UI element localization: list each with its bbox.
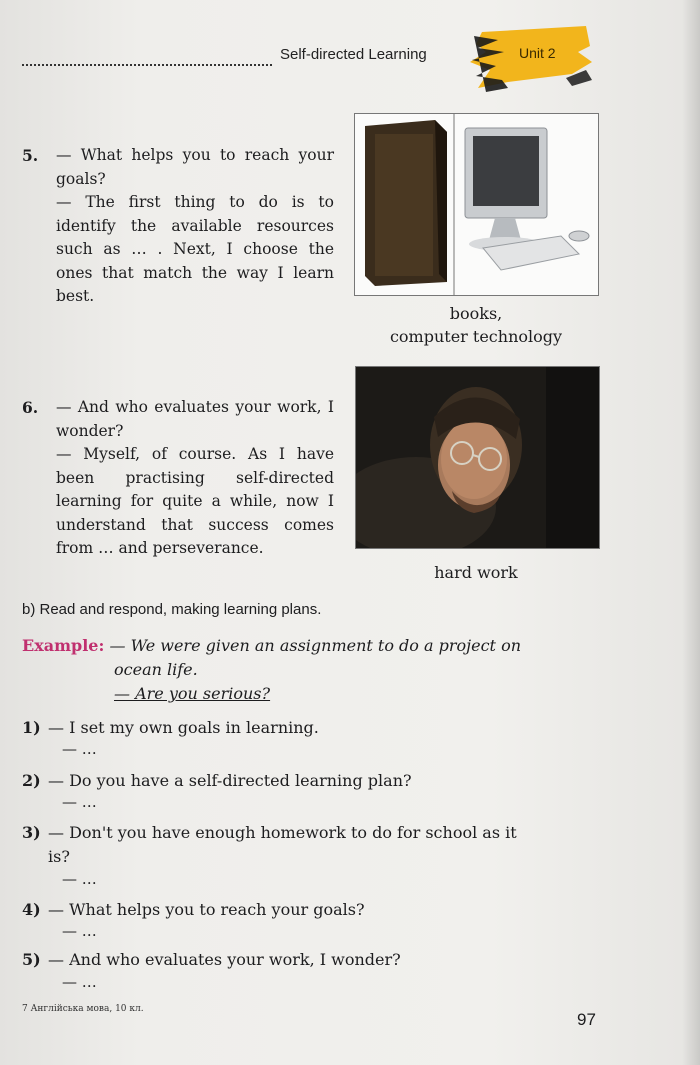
page-number: 97 — [577, 1010, 596, 1029]
item-prompt: — I set my own goals in learning. — [48, 718, 319, 737]
item-reply: — … — [62, 922, 97, 940]
studying-man-illustration — [356, 367, 599, 548]
item-reply: — … — [62, 870, 97, 888]
item-prompt-continued: is? — [48, 847, 70, 866]
books-computer-illustration — [355, 114, 598, 295]
exercise-item-5 — [22, 948, 401, 972]
dialogue-answer: — The first thing to do is to identify the available resources such as … . Next, I choose the ones that match the way I learn best. — [56, 193, 334, 305]
example-block — [22, 634, 521, 706]
dialogue-6 — [22, 396, 334, 561]
photo-hard-work — [355, 366, 600, 549]
item-prompt: — Don't you have enough homework to do for school as it — [48, 823, 517, 842]
caption-hard-work — [396, 561, 556, 584]
unit-label: Unit 2 — [519, 45, 556, 61]
item-number: 3) — [22, 823, 41, 842]
item-prompt: — And who evaluates your work, I wonder? — [48, 950, 401, 969]
item-reply: — … — [62, 973, 97, 991]
footnote: 7 Англійська мова, 10 кл. — [22, 1004, 144, 1014]
caption-line: computer technology — [389, 327, 563, 346]
section-title: Self-directed Learning — [280, 46, 427, 63]
item-reply: — … — [62, 793, 97, 811]
example-line: — We were given an assignment to do a project on — [109, 636, 522, 655]
example-label: Example: — [22, 636, 105, 655]
caption-line: hard work — [434, 563, 518, 582]
exercise-item-2 — [22, 769, 412, 793]
caption-books-computer — [376, 302, 576, 348]
photo-books-computer — [354, 113, 599, 296]
dialogue-number: 5. — [22, 146, 39, 165]
exercise-item-4 — [22, 898, 365, 922]
item-reply: — … — [62, 740, 97, 758]
exercise-item-1 — [22, 716, 319, 740]
task-b-instruction: b) Read and respond, making learning plans. — [22, 601, 322, 618]
example-reply: — Are you serious? — [114, 684, 271, 703]
dialogue-answer: — Myself, of course. As I have been practising self-directed learning for quite a while, now I understand that success comes from … and perseverance. — [56, 445, 334, 557]
example-line: ocean life. — [114, 660, 198, 679]
item-number: 5) — [22, 950, 41, 969]
item-prompt: — Do you have a self-directed learning plan? — [48, 771, 412, 790]
exercise-item-3 — [22, 821, 602, 869]
caption-line: books, — [449, 304, 503, 323]
item-number: 1) — [22, 718, 41, 737]
page-spine-shadow — [682, 0, 700, 1065]
dialogue-number: 6. — [22, 398, 39, 417]
dialogue-question: — What helps you to reach your goals? — [56, 146, 334, 188]
header-dotted-leader — [22, 50, 272, 66]
dialogue-5 — [22, 144, 334, 309]
item-prompt: — What helps you to reach your goals? — [48, 900, 365, 919]
item-number: 2) — [22, 771, 41, 790]
dialogue-question: — And who evaluates your work, I wonder? — [56, 398, 334, 440]
item-number: 4) — [22, 900, 41, 919]
